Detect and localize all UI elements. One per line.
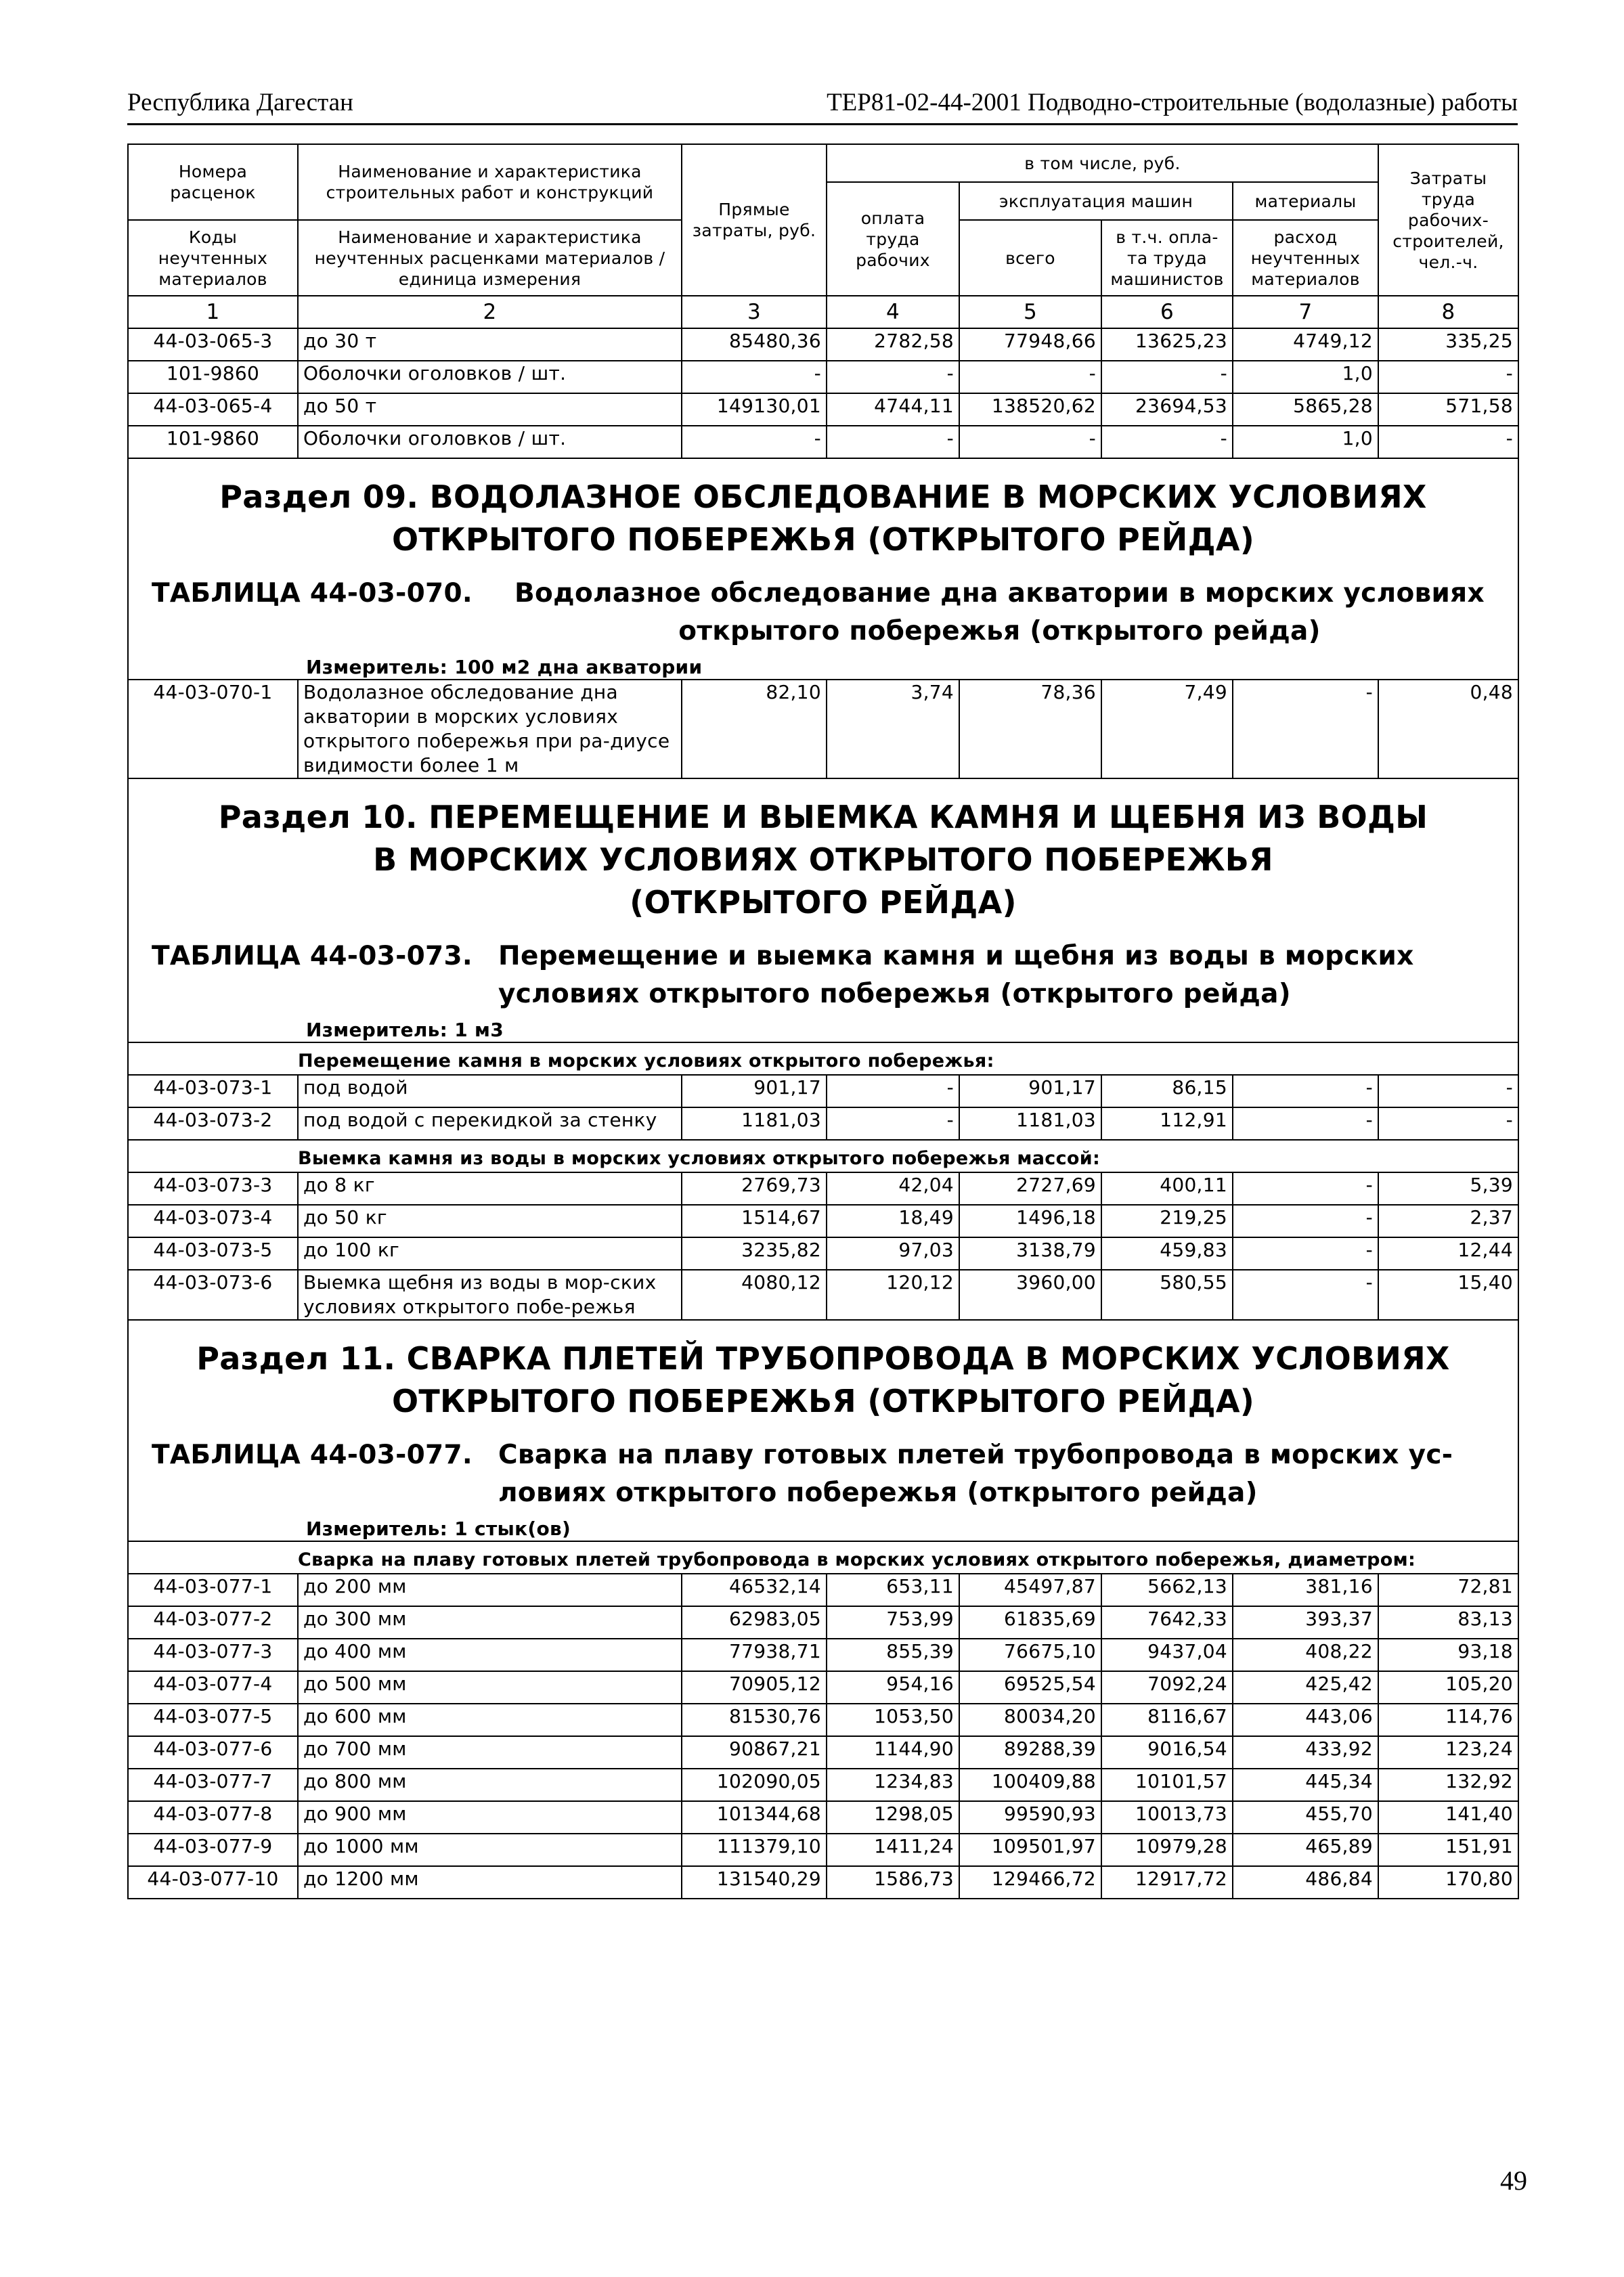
value-cell: 381,16: [1233, 1574, 1378, 1606]
value-cell: 69525,54: [959, 1671, 1101, 1704]
measure-unit: Измеритель: 1 м3: [128, 1015, 1518, 1042]
subheading: Перемещение камня в морских условиях открытого побережья:: [298, 1042, 1518, 1075]
value-cell: 82,10: [682, 680, 827, 778]
rate-code: 44-03-077-4: [128, 1671, 298, 1704]
value-cell: 105,20: [1378, 1671, 1518, 1704]
running-header-left: Республика Дагестан: [127, 89, 353, 116]
value-cell: 89288,39: [959, 1736, 1101, 1769]
value-cell: 443,06: [1233, 1704, 1378, 1736]
value-cell: 149130,01: [682, 393, 827, 426]
value-cell: 1298,05: [827, 1801, 959, 1834]
value-cell: 45497,87: [959, 1574, 1101, 1606]
rate-code: 44-03-077-6: [128, 1736, 298, 1769]
value-cell: 80034,20: [959, 1704, 1101, 1736]
table-row: [128, 1107, 1518, 1140]
value-cell: 132,92: [1378, 1769, 1518, 1801]
item-name: до 800 мм: [298, 1769, 682, 1801]
value-cell: 1234,83: [827, 1769, 959, 1801]
value-cell: 653,11: [827, 1574, 959, 1606]
value-cell: 12,44: [1378, 1237, 1518, 1270]
value-cell: 9016,54: [1101, 1736, 1233, 1769]
item-name: до 700 мм: [298, 1736, 682, 1769]
value-cell: -: [1233, 1172, 1378, 1205]
table-44-03-077-title: ТАБЛИЦА 44-03-077. Сварка на плаву готовых плетей трубопровода в морских ус-ловиях открытого побережья (открытого рейда): [128, 1436, 1518, 1513]
section-11-title: Раздел 11. СВАРКА ПЛЕТЕЙ ТРУБОПРОВОДА В МОРСКИХ УСЛОВИЯХ ОТКРЫТОГО ПОБЕРЕЖЬЯ (ОТКРЫТОГО РЕЙДА): [128, 1320, 1518, 1436]
value-cell: -: [1101, 426, 1233, 458]
item-name: до 8 кг: [298, 1172, 682, 1205]
page-number: 49: [1500, 2165, 1527, 2196]
table-row: [128, 1671, 1518, 1704]
item-name: до 1200 мм: [298, 1866, 682, 1899]
value-cell: 4744,11: [827, 393, 959, 426]
item-name: до 400 мм: [298, 1639, 682, 1671]
value-cell: 4749,12: [1233, 328, 1378, 361]
table-row: [128, 1270, 1518, 1320]
value-cell: 486,84: [1233, 1866, 1378, 1899]
value-cell: 7642,33: [1101, 1606, 1233, 1639]
subheading: Сварка на плаву готовых плетей трубопровода в морских условиях открытого побережья, диаметром:: [298, 1541, 1518, 1574]
value-cell: 1,0: [1233, 361, 1378, 393]
value-cell: 129466,72: [959, 1866, 1101, 1899]
value-cell: 1586,73: [827, 1866, 959, 1899]
value-cell: 1181,03: [959, 1107, 1101, 1140]
value-cell: 78,36: [959, 680, 1101, 778]
value-cell: 3235,82: [682, 1237, 827, 1270]
value-cell: -: [682, 426, 827, 458]
rate-code: 44-03-077-9: [128, 1834, 298, 1866]
section-10-title: Раздел 10. ПЕРЕМЕЩЕНИЕ И ВЫЕМКА КАМНЯ И ЩЕБНЯ ИЗ ВОДЫ В МОРСКИХ УСЛОВИЯХ ОТКРЫТОГО ПОБЕРЕЖЬЯ (ОТКРЫТОГО РЕЙДА): [128, 778, 1518, 937]
value-cell: 86,15: [1101, 1075, 1233, 1107]
item-name: до 50 т: [298, 393, 682, 426]
table-44-03-070-title: ТАБЛИЦА 44-03-070. Водолазное обследование дна акватории в морских условиях открытого побережья (открытого рейда): [128, 575, 1518, 652]
table-row: [128, 680, 1518, 778]
table-row: [128, 1834, 1518, 1866]
value-cell: 120,12: [827, 1270, 959, 1320]
col-header-machines-total: всего: [959, 220, 1101, 296]
value-cell: -: [1233, 1075, 1378, 1107]
rate-code: 44-03-073-4: [128, 1205, 298, 1237]
value-cell: 433,92: [1233, 1736, 1378, 1769]
value-cell: -: [827, 1075, 959, 1107]
table-row: [128, 1606, 1518, 1639]
rate-code: 44-03-077-1: [128, 1574, 298, 1606]
table-row: [128, 361, 1518, 393]
value-cell: 335,25: [1378, 328, 1518, 361]
rate-code: 44-03-073-3: [128, 1172, 298, 1205]
value-cell: 1496,18: [959, 1205, 1101, 1237]
measure-unit: Измеритель: 100 м2 дна акватории: [128, 652, 1518, 680]
item-name: до 500 мм: [298, 1671, 682, 1704]
value-cell: 8116,67: [1101, 1704, 1233, 1736]
value-cell: 138520,62: [959, 393, 1101, 426]
value-cell: 10013,73: [1101, 1801, 1233, 1834]
rate-code: 44-03-077-3: [128, 1639, 298, 1671]
value-cell: -: [959, 361, 1101, 393]
column-number: 1: [128, 296, 298, 328]
table-row: [128, 1866, 1518, 1899]
value-cell: -: [827, 1107, 959, 1140]
column-number: 8: [1378, 296, 1518, 328]
value-cell: -: [1233, 1237, 1378, 1270]
rate-code: 44-03-077-10: [128, 1866, 298, 1899]
value-cell: 46532,14: [682, 1574, 827, 1606]
table-row: [128, 1574, 1518, 1606]
value-cell: 111379,10: [682, 1834, 827, 1866]
value-cell: -: [827, 361, 959, 393]
value-cell: 62983,05: [682, 1606, 827, 1639]
value-cell: 1144,90: [827, 1736, 959, 1769]
item-name: до 1000 мм: [298, 1834, 682, 1866]
value-cell: 77938,71: [682, 1639, 827, 1671]
value-cell: 114,76: [1378, 1704, 1518, 1736]
table-row: [128, 393, 1518, 426]
value-cell: 123,24: [1378, 1736, 1518, 1769]
value-cell: 1181,03: [682, 1107, 827, 1140]
value-cell: -: [1233, 1205, 1378, 1237]
value-cell: 393,37: [1233, 1606, 1378, 1639]
header-rule: [127, 123, 1518, 125]
blank-cell: [128, 1140, 298, 1172]
value-cell: 15,40: [1378, 1270, 1518, 1320]
table-row: [128, 1639, 1518, 1671]
value-cell: 76675,10: [959, 1639, 1101, 1671]
column-number: 4: [827, 296, 959, 328]
value-cell: 400,11: [1101, 1172, 1233, 1205]
value-cell: -: [1378, 426, 1518, 458]
table-row: [128, 1801, 1518, 1834]
value-cell: 109501,97: [959, 1834, 1101, 1866]
value-cell: 10101,57: [1101, 1769, 1233, 1801]
col-header-material-names: Наименование и характеристика неучтенных расценками материалов / единица измерения: [298, 220, 682, 296]
value-cell: 2782,58: [827, 328, 959, 361]
rate-code: 44-03-077-2: [128, 1606, 298, 1639]
value-cell: 90867,21: [682, 1736, 827, 1769]
col-header-materials: материалы: [1233, 182, 1378, 220]
value-cell: 5662,13: [1101, 1574, 1233, 1606]
item-name: под водой с перекидкой за стенку: [298, 1107, 682, 1140]
value-cell: -: [1378, 1075, 1518, 1107]
value-cell: 4080,12: [682, 1270, 827, 1320]
value-cell: 3138,79: [959, 1237, 1101, 1270]
value-cell: 459,83: [1101, 1237, 1233, 1270]
value-cell: -: [1378, 361, 1518, 393]
value-cell: -: [1233, 1107, 1378, 1140]
item-name: Оболочки оголовков / шт.: [298, 361, 682, 393]
value-cell: 7,49: [1101, 680, 1233, 778]
measure-unit: Измеритель: 1 стык(ов): [128, 1513, 1518, 1541]
value-cell: 571,58: [1378, 393, 1518, 426]
col-header-labor-cost: Затраты труда рабочих-строителей, чел.-ч.: [1378, 144, 1518, 296]
rate-code: 44-03-065-4: [128, 393, 298, 426]
value-cell: 408,22: [1233, 1639, 1378, 1671]
value-cell: 93,18: [1378, 1639, 1518, 1671]
rate-code: 44-03-073-5: [128, 1237, 298, 1270]
value-cell: 219,25: [1101, 1205, 1233, 1237]
value-cell: 77948,66: [959, 328, 1101, 361]
item-name: до 600 мм: [298, 1704, 682, 1736]
column-number: 6: [1101, 296, 1233, 328]
value-cell: 2,37: [1378, 1205, 1518, 1237]
col-header-machines: эксплуатация машин: [959, 182, 1233, 220]
rate-code: 44-03-073-1: [128, 1075, 298, 1107]
col-header-work-name: Наименование и характеристика строительных работ и конструкций: [298, 144, 682, 220]
value-cell: 13625,23: [1101, 328, 1233, 361]
value-cell: 100409,88: [959, 1769, 1101, 1801]
rate-code: 44-03-077-8: [128, 1801, 298, 1834]
item-name: Оболочки оголовков / шт.: [298, 426, 682, 458]
item-name: под водой: [298, 1075, 682, 1107]
value-cell: 151,91: [1378, 1834, 1518, 1866]
blank-cell: [128, 1042, 298, 1075]
value-cell: -: [1101, 361, 1233, 393]
value-cell: 1514,67: [682, 1205, 827, 1237]
column-number: 5: [959, 296, 1101, 328]
value-cell: 10979,28: [1101, 1834, 1233, 1866]
value-cell: -: [1233, 1270, 1378, 1320]
item-name: до 100 кг: [298, 1237, 682, 1270]
value-cell: 12917,72: [1101, 1866, 1233, 1899]
value-cell: 5,39: [1378, 1172, 1518, 1205]
item-name: до 300 мм: [298, 1606, 682, 1639]
value-cell: 131540,29: [682, 1866, 827, 1899]
value-cell: 753,99: [827, 1606, 959, 1639]
value-cell: -: [682, 361, 827, 393]
value-cell: 2769,73: [682, 1172, 827, 1205]
item-name: Водолазное обследование дна акватории в морских условиях открытого побережья при ра-диусе видимости более 1 м: [298, 680, 682, 778]
value-cell: 455,70: [1233, 1801, 1378, 1834]
value-cell: 465,89: [1233, 1834, 1378, 1866]
section-09-title: Раздел 09. ВОДОЛАЗНОЕ ОБСЛЕДОВАНИЕ В МОРСКИХ УСЛОВИЯХ ОТКРЫТОГО ПОБЕРЕЖЬЯ (ОТКРЫТОГО РЕЙДА): [128, 458, 1518, 575]
value-cell: 580,55: [1101, 1270, 1233, 1320]
value-cell: 445,34: [1233, 1769, 1378, 1801]
table-row: [128, 1736, 1518, 1769]
value-cell: 101344,68: [682, 1801, 827, 1834]
value-cell: 1053,50: [827, 1704, 959, 1736]
value-cell: 2727,69: [959, 1172, 1101, 1205]
item-name: Выемка щебня из воды в мор-ских условиях открытого побе-режья: [298, 1270, 682, 1320]
value-cell: 61835,69: [959, 1606, 1101, 1639]
table-row: [128, 1237, 1518, 1270]
rate-code: 44-03-077-7: [128, 1769, 298, 1801]
value-cell: 901,17: [959, 1075, 1101, 1107]
value-cell: 9437,04: [1101, 1639, 1233, 1671]
rates-table: [127, 143, 1519, 1899]
table-row: [128, 426, 1518, 458]
item-name: до 200 мм: [298, 1574, 682, 1606]
value-cell: 112,91: [1101, 1107, 1233, 1140]
column-number: 3: [682, 296, 827, 328]
subheading: Выемка камня из воды в морских условиях открытого побережья массой:: [298, 1140, 1518, 1172]
rate-code: 44-03-070-1: [128, 680, 298, 778]
value-cell: 97,03: [827, 1237, 959, 1270]
rate-code: 101-9860: [128, 426, 298, 458]
col-header-machinist-pay: в т.ч. опла-та труда машинистов: [1101, 220, 1233, 296]
rate-code: 44-03-065-3: [128, 328, 298, 361]
value-cell: 102090,05: [682, 1769, 827, 1801]
col-header-material-codes: Коды неучтенных материалов: [128, 220, 298, 296]
value-cell: 425,42: [1233, 1671, 1378, 1704]
value-cell: -: [959, 426, 1101, 458]
value-cell: -: [827, 426, 959, 458]
value-cell: 855,39: [827, 1639, 959, 1671]
column-number: 7: [1233, 296, 1378, 328]
value-cell: 141,40: [1378, 1801, 1518, 1834]
value-cell: -: [1233, 680, 1378, 778]
value-cell: 3,74: [827, 680, 959, 778]
value-cell: 3960,00: [959, 1270, 1101, 1320]
item-name: до 900 мм: [298, 1801, 682, 1834]
col-header-direct-costs: Прямые затраты, руб.: [682, 144, 827, 296]
value-cell: 42,04: [827, 1172, 959, 1205]
col-header-labor-pay: оплата труда рабочих: [827, 182, 959, 296]
col-header-rate-numbers: Номера расценок: [128, 144, 298, 220]
value-cell: 99590,93: [959, 1801, 1101, 1834]
table-row: [128, 1075, 1518, 1107]
rate-code: 44-03-073-6: [128, 1270, 298, 1320]
value-cell: 81530,76: [682, 1704, 827, 1736]
column-number: 2: [298, 296, 682, 328]
item-name: до 50 кг: [298, 1205, 682, 1237]
value-cell: 18,49: [827, 1205, 959, 1237]
value-cell: 901,17: [682, 1075, 827, 1107]
table-row: [128, 1769, 1518, 1801]
table-row: [128, 1205, 1518, 1237]
rate-code: 44-03-077-5: [128, 1704, 298, 1736]
table-44-03-073-title: ТАБЛИЦА 44-03-073. Перемещение и выемка камня и щебня из воды в морских условиях открытого побережья (открытого рейда): [128, 937, 1518, 1015]
col-header-including: в том числе, руб.: [827, 144, 1378, 182]
item-name: до 30 т: [298, 328, 682, 361]
table-row: [128, 328, 1518, 361]
running-header-right: ТЕР81-02-44-2001 Подводно-строительные (водолазные) работы: [827, 89, 1518, 116]
value-cell: 5865,28: [1233, 393, 1378, 426]
value-cell: 23694,53: [1101, 393, 1233, 426]
value-cell: 170,80: [1378, 1866, 1518, 1899]
table-row: [128, 1704, 1518, 1736]
table-row: [128, 1172, 1518, 1205]
value-cell: 7092,24: [1101, 1671, 1233, 1704]
rate-code: 44-03-073-2: [128, 1107, 298, 1140]
value-cell: 1411,24: [827, 1834, 959, 1866]
value-cell: 0,48: [1378, 680, 1518, 778]
blank-cell: [128, 1541, 298, 1574]
value-cell: 83,13: [1378, 1606, 1518, 1639]
value-cell: 85480,36: [682, 328, 827, 361]
value-cell: 954,16: [827, 1671, 959, 1704]
value-cell: -: [1378, 1107, 1518, 1140]
value-cell: 1,0: [1233, 426, 1378, 458]
rate-code: 101-9860: [128, 361, 298, 393]
value-cell: 72,81: [1378, 1574, 1518, 1606]
value-cell: 70905,12: [682, 1671, 827, 1704]
col-header-material-consumption: расход неучтенных материалов: [1233, 220, 1378, 296]
